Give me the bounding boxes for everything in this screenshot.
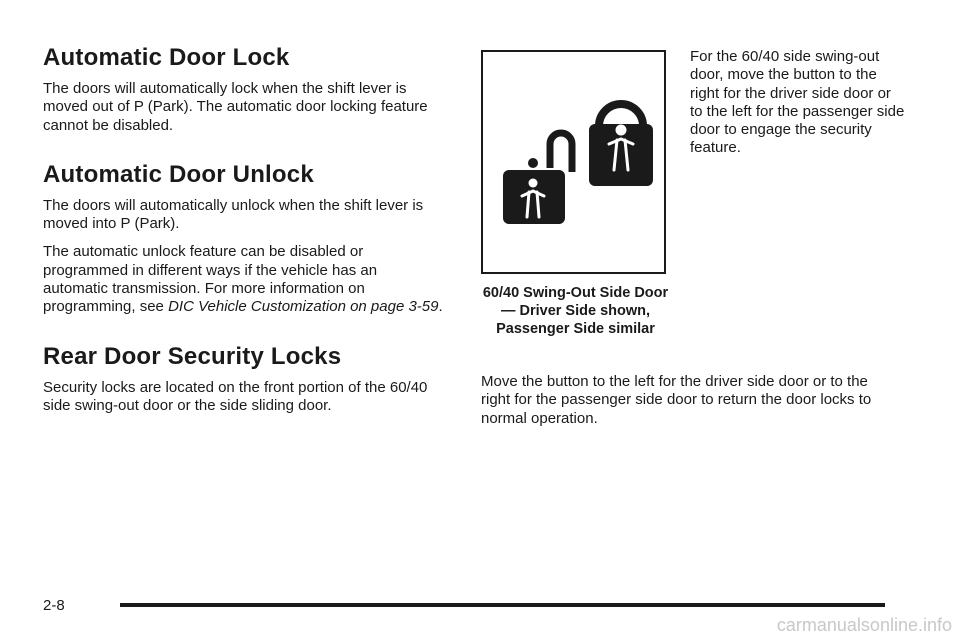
paragraph-door-lock: The doors will automatically lock when the shift lever is moved out of P (Park). The automatic door locking feature cannot be disabled. [43,80,428,134]
left-column [43,44,443,425]
heading-automatic-door-lock: Automatic Door Lock [43,44,290,71]
watermark: carmanualsonline.info [776,615,952,635]
paragraph-security-locks: Security locks are located on the front portion of the 60/40 side swing-out door or the side sliding door. [43,378,428,414]
security-lock-figure [481,50,666,274]
locked-child-icon [589,104,653,186]
heading-rear-door-security-locks: Rear Door Security Locks [43,342,342,370]
unlocked-child-icon [503,133,572,224]
paragraph-door-unlock-2 [43,243,443,316]
figure-caption: 60/40 Swing-Out Side Door — Driver Side shown, Passenger Side similar [482,285,669,337]
footer-divider [120,603,885,607]
heading-automatic-door-unlock: Automatic Door Unlock [43,160,314,188]
paragraph-door-unlock-1: The doors will automatically unlock when the shift lever is moved into P (Park). [43,196,424,233]
paragraph-door-unlock-2-text: The automatic unlock feature can be disabled or programmed in different ways if the vehicle has an automatic transmission. For more information on programming, see [43,243,378,316]
dic-customization-link[interactable]: DIC Vehicle Customization on page 3-59 [168,298,439,316]
page-number: 2-8 [43,597,65,614]
security-lock-illustration [483,52,664,272]
paragraph-engage-security: For the 60/40 side swing-out door, move the button to the right for the driver side door or to the left for the passenger side door to engage the security feature. [690,48,905,157]
right-column-bottom [481,373,901,438]
paragraph-normal-operation: Move the button to the left for the driver side door or to the right for the passenger side door to return the door locks to normal operation. [481,373,872,427]
link-suffix: . [438,298,443,316]
right-column-top [690,48,905,168]
